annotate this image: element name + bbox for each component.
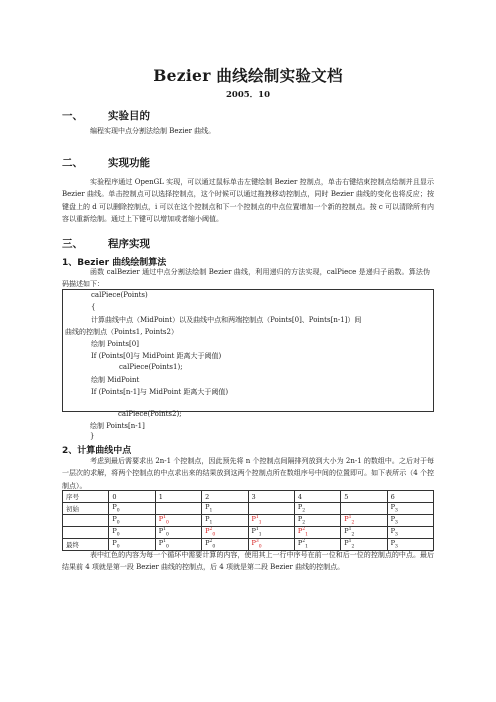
point-level: 1 [163, 539, 166, 545]
point-level: 2 [209, 527, 213, 533]
point-index: 3 [395, 508, 398, 514]
point-level: 1 [348, 527, 352, 533]
table-cell [248, 515, 294, 527]
point-level: 2 [302, 539, 306, 545]
point-label [112, 515, 120, 526]
point-base: P [390, 527, 395, 536]
subsection-title: 计算曲线中点 [77, 446, 132, 456]
point-index: 0 [116, 532, 120, 538]
point-base: P [297, 515, 303, 524]
point-index: 1 [258, 520, 262, 526]
doc-title: Bezier 曲线绘制实验文档 [153, 66, 343, 85]
table-cell [155, 503, 201, 515]
table-cell [202, 503, 248, 515]
point-label [112, 503, 120, 514]
table-header-cell: 3 [248, 491, 294, 503]
code-line: calPiece(Points2); [118, 410, 182, 418]
algorithm-paragraph: 函数 calBezier 通过中点分割法绘制 Bezier 曲线，利用递归的方法实现，calPiece 是递归子函数。算法伪码描述如下： [62, 268, 430, 289]
after-table-paragraph: 表中红色的内容为每一个循环中需要计算的内容，使用其上一行中序号在前一位和后一位的控制点的中点。最后结果前 4 项就是第一段 Bezier 曲线的控制点，后 4 项就是第二段 Bezier 曲线的控制点。 [62, 551, 434, 572]
point-label [344, 539, 355, 550]
table-cell [387, 527, 433, 539]
section-title: 程序实现 [108, 238, 150, 250]
table-cell [294, 515, 340, 527]
point-index: 0 [212, 532, 216, 538]
point-label [251, 539, 262, 550]
point-index: 0 [212, 544, 216, 550]
point-label [390, 503, 398, 514]
point-level: 1 [348, 515, 352, 521]
point-base: P [112, 515, 117, 524]
code-line: 曲线的控制点（Points1, Points2） [65, 328, 178, 336]
point-label [297, 515, 306, 526]
point-index: 2 [302, 520, 306, 526]
code-line: 计算曲线中点（MidPoint）以及曲线中点和两端控制点（Points[0]、Points[n-1]）间 [91, 316, 362, 324]
point-label [251, 527, 262, 538]
table-cell [294, 503, 340, 515]
code-line: calPiece(Points) [91, 291, 148, 299]
section-title: 实验目的 [108, 110, 150, 122]
point-level: 1 [255, 515, 259, 521]
pseudocode-box [62, 289, 434, 412]
section-number: 二、 [62, 157, 83, 169]
row-label: 最终 [63, 539, 109, 551]
table-cell [155, 515, 201, 527]
code-line: 绘制 Points[n-1] [90, 422, 145, 430]
point-index: 3 [395, 544, 398, 550]
subsection-number: 2、 [62, 446, 78, 456]
point-label [390, 527, 398, 538]
table-row [63, 503, 434, 515]
point-label [205, 503, 213, 514]
table-row [63, 527, 434, 539]
point-level: 1 [163, 527, 166, 533]
point-index: 0 [116, 508, 120, 514]
point-index: 0 [166, 520, 169, 526]
midpoint-paragraph: 考虑到最后需要求出 2n-1 个控制点，因此预先将 n 个控制点间隔排列放到大小为 2n-1 的数组中。之后对于每一层次的求解，将两个控制点的中点求出来的结果放到这两个控制点所在数组序号中间的位置即可。如下表所示（4 个控制点）。 [62, 457, 434, 490]
table-cell [294, 527, 340, 539]
point-base: P [251, 515, 256, 524]
point-label [158, 539, 169, 550]
row-label [63, 527, 109, 539]
point-index: 2 [302, 508, 306, 514]
point-index: 1 [209, 508, 213, 514]
table-cell [109, 527, 155, 539]
point-label [390, 539, 398, 550]
point-base: P [251, 527, 256, 536]
row-label: 初始 [63, 503, 109, 515]
point-label [205, 527, 216, 538]
code-line: If (Points[0]与 MidPoint 距离大于阈值) [91, 352, 222, 360]
point-base: P [297, 539, 303, 548]
section-heading-implementation [62, 236, 150, 251]
point-label [344, 527, 355, 538]
table-header-cell: 6 [387, 491, 433, 503]
section-heading-purpose [62, 108, 150, 123]
point-label [112, 539, 120, 550]
point-index: 3 [395, 520, 398, 526]
point-index: 2 [351, 520, 355, 526]
table-cell [341, 515, 387, 527]
point-base: P [344, 539, 349, 548]
point-index: 1 [305, 532, 308, 538]
table-cell [109, 515, 155, 527]
point-base: P [112, 503, 117, 512]
doc-date: 2005．10 [226, 90, 270, 100]
point-base: P [297, 527, 303, 536]
point-base: P [205, 539, 210, 548]
point-index: 2 [351, 544, 355, 550]
section-title: 实现功能 [108, 157, 150, 169]
table-cell [341, 503, 387, 515]
point-index: 2 [351, 532, 355, 538]
point-index: 0 [116, 520, 120, 526]
point-index: 3 [395, 532, 398, 538]
point-base: P [158, 527, 164, 536]
point-base: P [390, 515, 395, 524]
table-header-cell: 1 [155, 491, 201, 503]
subsection-title: Bezier 曲线绘制算法 [77, 258, 167, 268]
point-index: 0 [166, 532, 169, 538]
table-cell [387, 515, 433, 527]
table-cell [248, 503, 294, 515]
point-base: P [390, 539, 395, 548]
purpose-paragraph: 编程实现中点分割法绘制 Bezier 曲线。 [90, 127, 216, 135]
point-base: P [251, 539, 256, 548]
point-label [158, 527, 169, 538]
table-header-cell: 5 [341, 491, 387, 503]
table-cell [109, 503, 155, 515]
section-heading-features [62, 155, 150, 170]
code-line: calPiece(Points1); [119, 363, 183, 371]
point-base: P [390, 503, 395, 512]
table-cell [387, 503, 433, 515]
point-base: P [112, 527, 117, 536]
section-number: 一、 [62, 110, 83, 122]
code-line: 绘制 Points[0] [91, 340, 139, 348]
section-number: 三、 [62, 238, 83, 250]
point-base: P [158, 515, 164, 524]
features-paragraph: 实验程序通过 OpenGL 实现，可以通过鼠标单击左键绘制 Bezier 控制点，单击右键结束控制点绘制并且显示 Bezier 曲线。单击控制点可以选择控制点，这个时候可以通过拖拽移动控制点，同时 Bezier 曲线的变化也将反应；按键盘上的 d 可以删除控制点，i 可以在这个控制点和下一个控制点的中点位置增加一个新的控制点。按 c 可以清除所有内容以重新绘制。通过上下键可以增加或者缩小阈值。 [62, 178, 434, 224]
point-label [251, 515, 262, 526]
point-index: 1 [258, 532, 262, 538]
point-level: 2 [302, 527, 306, 533]
code-line: 绘制 MidPoint [91, 376, 140, 384]
point-level: 2 [209, 539, 213, 545]
point-label [112, 527, 120, 538]
point-base: P [297, 503, 303, 512]
code-line: { [91, 303, 96, 311]
point-label [158, 515, 169, 526]
table-cell [202, 515, 248, 527]
table-cell [155, 527, 201, 539]
table-cell [341, 527, 387, 539]
point-base: P [344, 527, 349, 536]
point-label [297, 503, 306, 514]
code-line: If (Points[n-1]与 MidPoint 距离大于阈值) [91, 388, 229, 396]
point-base: P [205, 503, 210, 512]
point-label [390, 515, 398, 526]
table-header-cell: 4 [294, 491, 340, 503]
point-level: 3 [255, 539, 259, 545]
point-label [344, 515, 355, 526]
point-level: 1 [255, 527, 259, 533]
point-base: P [344, 515, 349, 524]
subsection-number: 1、 [62, 258, 78, 268]
point-label [205, 515, 213, 526]
table-header-row [63, 491, 434, 503]
point-index: 0 [116, 544, 120, 550]
point-index: 0 [166, 544, 169, 550]
table-header-cell: 0 [109, 491, 155, 503]
table-header-cell: 2 [202, 491, 248, 503]
point-label [297, 527, 308, 538]
point-label [205, 539, 216, 550]
table-row [63, 515, 434, 527]
point-level: 1 [163, 515, 166, 521]
row-label [63, 515, 109, 527]
point-index: 0 [258, 544, 262, 550]
point-base: P [158, 539, 164, 548]
point-level: 1 [348, 539, 352, 545]
table-header-cell: 序号 [63, 491, 109, 503]
table-cell [248, 527, 294, 539]
point-label [297, 539, 308, 550]
point-index: 1 [209, 520, 213, 526]
point-base: P [112, 539, 117, 548]
code-line: } [90, 432, 95, 440]
point-base: P [205, 515, 210, 524]
point-index: 1 [305, 544, 308, 550]
point-base: P [205, 527, 210, 536]
control-point-table [62, 490, 434, 551]
table-cell [202, 527, 248, 539]
